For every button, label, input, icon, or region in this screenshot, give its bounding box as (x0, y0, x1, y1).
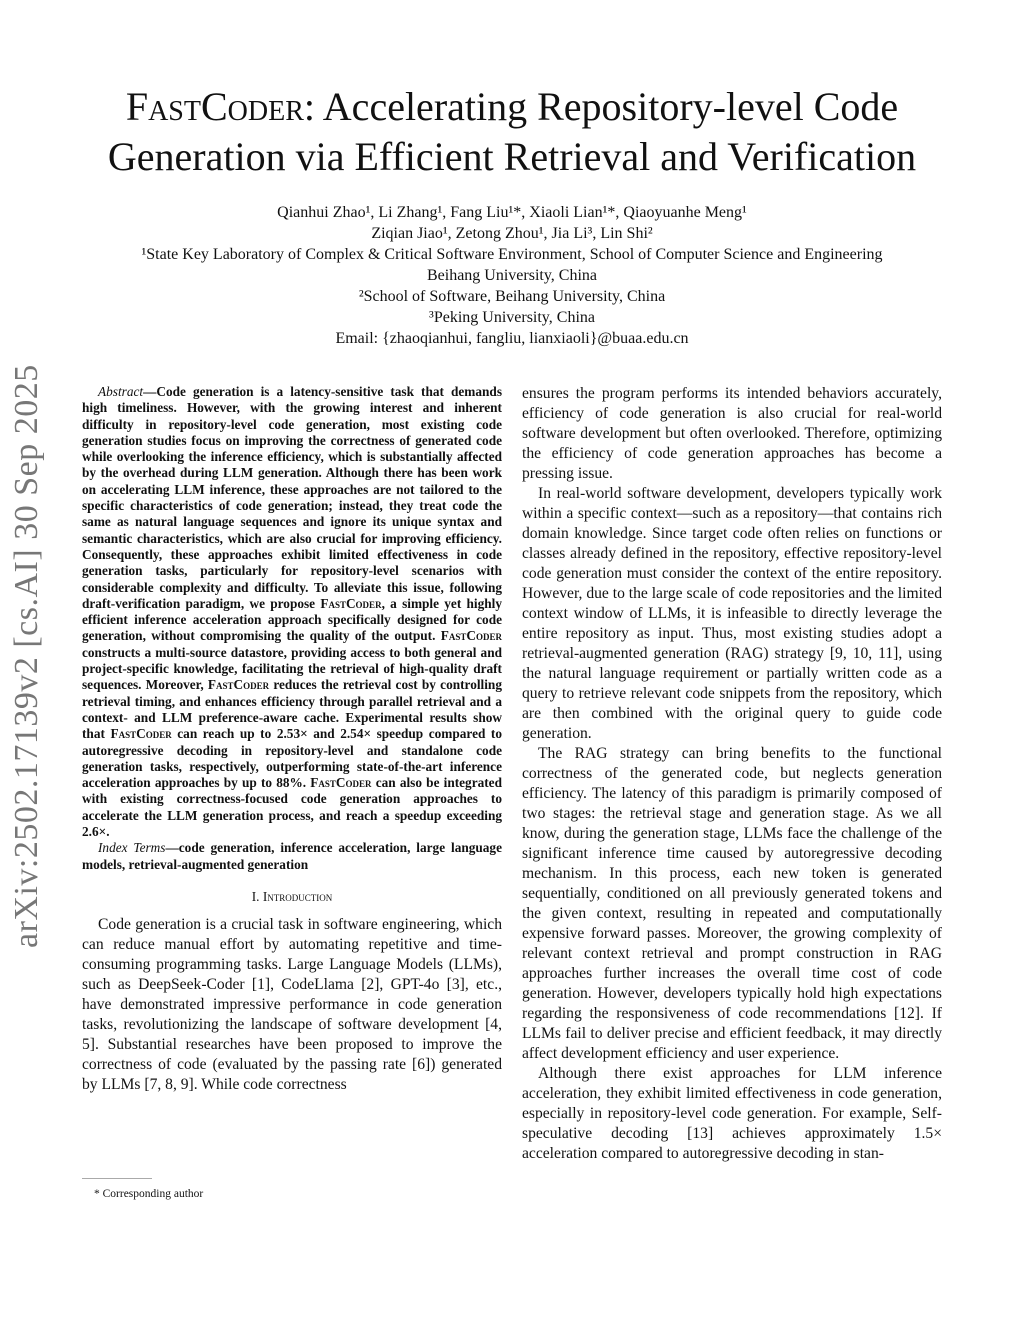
authors-line2: Ziqian Jiao¹, Zetong Zhou¹, Jia Li³, Lin Shi² (371, 225, 653, 242)
affiliation-2: ²School of Software, Beihang University, China (358, 288, 666, 305)
title-system-name: FastCoder (125, 84, 304, 129)
abstract-system-name-1: FastCoder (320, 595, 382, 611)
paper-title (40, 82, 984, 182)
arxiv-identifier[interactable]: arXiv:2502.17139v2 [cs.AI] 30 Sep 2025 (8, 364, 45, 948)
intro-paragraph-4: Although there exist approaches for LLM inference acceleration, they exhibit limited effectiveness in code generation, especially in repository-level code generation. For example, Self-speculative decoding [13] achieves approximately 1.5× acceleration compared to autoregressive decoding in stan- (522, 1065, 942, 1162)
abstract-system-name-5: FastCoder (310, 775, 372, 791)
footnote-corresponding-author: * Corresponding author (94, 1188, 204, 1200)
intro-paragraph-3: The RAG strategy can bring benefits to the functional correctness of the generated code, but neglects generation efficiency. The latency of this paradigm is primarily composed of two stages: the retrieval stage and generation stage. As we all know, during the generation stage, LLMs face the challenge of the significant inference time caused by autoregressive decoding mechanism. In this process, each new token is generated sequentially, conditioned on all previously generated tokens and the given context, resulting in repeated and computationally expensive forward passes. Moreover, the growing complexity of relevant context retrieval and prompt construction in RAG approaches further increases the overall time cost of code generation. However, developers typically hold high expectations regarding the responsiveness of code recommendations [12]. If LLMs fail to deliver precise and efficient feedback, it may directly affect development efficiency and user experience. (522, 745, 942, 1062)
left-column (82, 384, 502, 1095)
intro-paragraph-1-cont: ensures the program performs its intended behaviors accurately, efficiency of code generation is also crucial for real-world software development but often overlooked. Therefore, optimizing the efficiency of code generation approaches has become a pressing issue. (522, 385, 942, 482)
abstract-text-2: , a simple yet highly efficient inference acceleration approach specifically designed for code generation, without compromising the quality of the output. (82, 595, 502, 644)
abstract-text-5: can reach up to 2.53× and 2.54× speedup compared to autoregressive decoding in repository-level and standalone code generation tasks, respectively, outperforming state-of-the-art inference acceleration approaches by up to 88%. (82, 726, 502, 791)
index-terms-text: —code generation, inference acceleration, large language models, retrieval-augmented generation (82, 840, 502, 872)
author-block (40, 202, 984, 349)
affiliation-1b: Beihang University, China (426, 267, 598, 284)
abstract-label: Abstract (98, 384, 144, 399)
abstract-text-1: —Code generation is a latency-sensitive task that demands high timeliness. However, with the growing interest and inherent difficulty in repository-level code generation, most existing code generation studies focus on improving the correctness of generated code while overlooking the inference efficiency, which is substantially affected by the overhead during LLM generation. Although there has been work on accelerating LLM inference, these approaches are not tailored to the specific characteristics of code generation; instead, they treat code the same as natural language sequences and ignore its unique syntax and semantic characteristics, which are also crucial for improving efficiency. Consequently, these approaches exhibit limited effectiveness in code generation tasks, particularly for repository-level scenarios with considerable complexity and difficulty. To alleviate this issue, following draft-verification paradigm, we propose (82, 384, 502, 611)
abstract-system-name-3: FastCoder (207, 677, 270, 693)
authors-line1: Qianhui Zhao¹, Li Zhang¹, Fang Liu¹*, Xiaoli Lian¹*, Qiaoyuanhe Meng¹ (277, 204, 747, 221)
abstract (82, 384, 502, 840)
right-column (522, 384, 942, 1164)
title-line1: : Accelerating Repository-level Code (303, 84, 899, 129)
section-heading-introduction: I. Introduction (251, 888, 333, 904)
abstract-text-4: reduces the retrieval cost by controlling retrieval timing, and enhances efficiency through parallel retrieval and a context- and LLM preference-aware cache. Experimental results show that (82, 677, 502, 742)
title-line2: Generation via Efficient Retrieval and Verification (107, 134, 917, 179)
email-line: Email: {zhaoqianhui, fangliu, lianxiaoli}@buaa.edu.cn (335, 330, 689, 347)
abstract-system-name-2: FastCoder (440, 628, 502, 644)
affiliation-3: ³Peking University, China (429, 309, 595, 326)
intro-paragraph-1: Code generation is a crucial task in software engineering, which can reduce manual effort by automating repetitive and time-consuming programming tasks. Large Language Models (LLMs), such as DeepSeek-Coder [1], CodeLlama [2], GPT-4o [3], etc., have demonstrated impressive performance in code generation tasks, revolutionizing the landscape of software development [4, 5]. Substantial researches have been proposed to improve the correctness of code (evaluated by the passing rate [6]) generated by LLMs [7, 8, 9]. While code correctness (82, 915, 502, 1093)
intro-paragraph-2: In real-world software development, developers typically work within a specific context—such as a repository—that contains rich domain knowledge. Since target code often relies on functions or classes already defined in the repository, effective repository-level code generation must consider the context of the entire repository. However, due to the large scale of code repositories and the limited context window of LLMs, it is infeasible to directly leverage the entire repository as input. Thus, most existing studies adopt a retrieval-augmented generation (RAG) strategy [9, 10, 11], using the natural language requirement or partially written code as a query to retrieve relevant code snippets from the repository, which are then combined with the original query to guide code generation. (522, 485, 942, 742)
abstract-system-name-4: FastCoder (110, 726, 172, 742)
index-terms-label: Index Terms (98, 840, 166, 856)
abstract-text-3: constructs a multi-source datastore, providing access to both general and project-specific knowledge, facilitating the retrieval of high-quality draft sequences. Moreover, (82, 644, 502, 693)
affiliation-1: ¹State Key Laboratory of Complex & Critical Software Environment, School of Computer Science and Engineering (141, 246, 883, 263)
footnote-rule (82, 1178, 152, 1179)
abstract-text-6: can also be integrated with existing correctness-focused code generation approaches to accelerate the LLM generation process, and reach a speedup exceeding 2.6×. (82, 775, 502, 840)
index-terms (82, 840, 502, 873)
